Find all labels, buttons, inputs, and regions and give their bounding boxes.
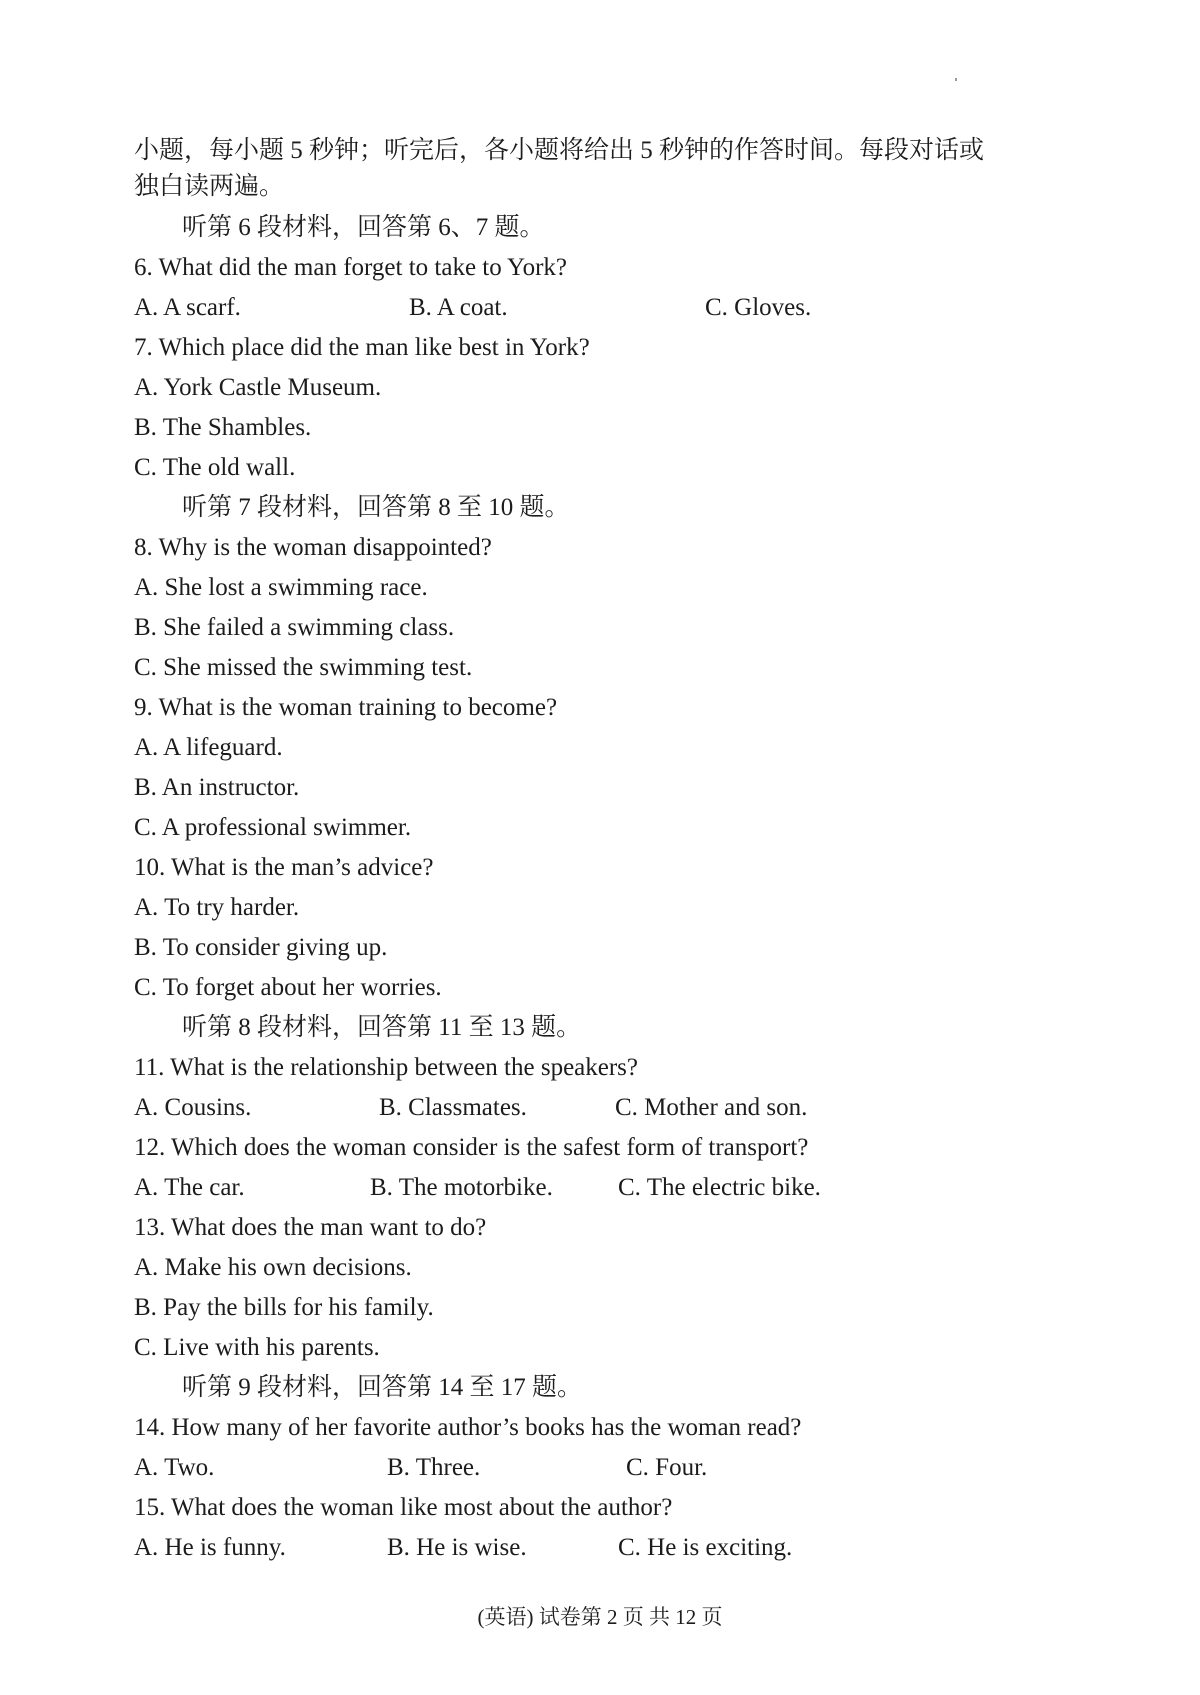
question-7-option-b: B. The Shambles. — [134, 414, 312, 441]
question-8-stem: 8. Why is the woman disappointed? — [134, 534, 492, 561]
intro-line-2: 独白读两遍。 — [134, 173, 285, 200]
question-8-option-b: B. She failed a swimming class. — [134, 614, 455, 641]
section-heading-8: 听第 8 段材料，回答第 11 至 13 题。 — [182, 1014, 582, 1041]
question-6-option-a: A. A scarf. — [134, 294, 241, 321]
question-7-stem: 7. Which place did the man like best in York? — [134, 334, 590, 361]
question-12-option-b: B. The motorbike. — [370, 1174, 553, 1201]
question-8-option-c: C. She missed the swimming test. — [134, 654, 473, 681]
question-12-option-c: C. The electric bike. — [618, 1174, 821, 1201]
question-6-option-c: C. Gloves. — [705, 294, 812, 321]
question-10-option-a: A. To try harder. — [134, 894, 300, 921]
scan-mark — [955, 78, 957, 81]
question-13-stem: 13. What does the man want to do? — [134, 1214, 487, 1241]
question-15-option-a: A. He is funny. — [134, 1534, 286, 1561]
question-14-option-b: B. Three. — [387, 1454, 481, 1481]
question-11-stem: 11. What is the relationship between the speakers? — [134, 1054, 639, 1081]
question-9-stem: 9. What is the woman training to become? — [134, 694, 558, 721]
question-6-stem: 6. What did the man forget to take to York? — [134, 254, 568, 281]
intro-line-1: 小题，每小题 5 秒钟；听完后，各小题将给出 5 秒钟的作答时间。每段对话或 — [134, 137, 985, 164]
question-10-stem: 10. What is the man’s advice? — [134, 854, 434, 881]
question-8-option-a: A. She lost a swimming race. — [134, 574, 428, 601]
question-9-option-b: B. An instructor. — [134, 774, 300, 801]
question-13-option-b: B. Pay the bills for his family. — [134, 1294, 434, 1321]
section-heading-7: 听第 7 段材料，回答第 8 至 10 题。 — [182, 494, 570, 521]
question-11-option-b: B. Classmates. — [379, 1094, 527, 1121]
section-heading-9: 听第 9 段材料，回答第 14 至 17 题。 — [182, 1374, 583, 1401]
question-15-option-c: C. He is exciting. — [618, 1534, 793, 1561]
question-15-stem: 15. What does the woman like most about the author? — [134, 1494, 673, 1521]
question-13-option-a: A. Make his own decisions. — [134, 1254, 412, 1281]
question-10-option-b: B. To consider giving up. — [134, 934, 388, 961]
question-14-option-a: A. Two. — [134, 1454, 215, 1481]
question-12-option-a: A. The car. — [134, 1174, 245, 1201]
question-15-option-b: B. He is wise. — [387, 1534, 527, 1561]
question-6-option-b: B. A coat. — [409, 294, 508, 321]
question-13-option-c: C. Live with his parents. — [134, 1334, 380, 1361]
question-9-option-a: A. A lifeguard. — [134, 734, 283, 761]
question-9-option-c: C. A professional swimmer. — [134, 814, 412, 841]
question-7-option-c: C. The old wall. — [134, 454, 296, 481]
section-heading-6: 听第 6 段材料，回答第 6、7 题。 — [182, 214, 545, 241]
question-12-stem: 12. Which does the woman consider is the safest form of transport? — [134, 1134, 809, 1161]
question-7-option-a: A. York Castle Museum. — [134, 374, 382, 401]
question-11-option-a: A. Cousins. — [134, 1094, 252, 1121]
question-10-option-c: C. To forget about her worries. — [134, 974, 442, 1001]
question-11-option-c: C. Mother and son. — [615, 1094, 808, 1121]
page-footer: (英语) 试卷第 2 页 共 12 页 — [477, 1605, 723, 1629]
question-14-stem: 14. How many of her favorite author’s books has the woman read? — [134, 1414, 802, 1441]
question-14-option-c: C. Four. — [626, 1454, 708, 1481]
